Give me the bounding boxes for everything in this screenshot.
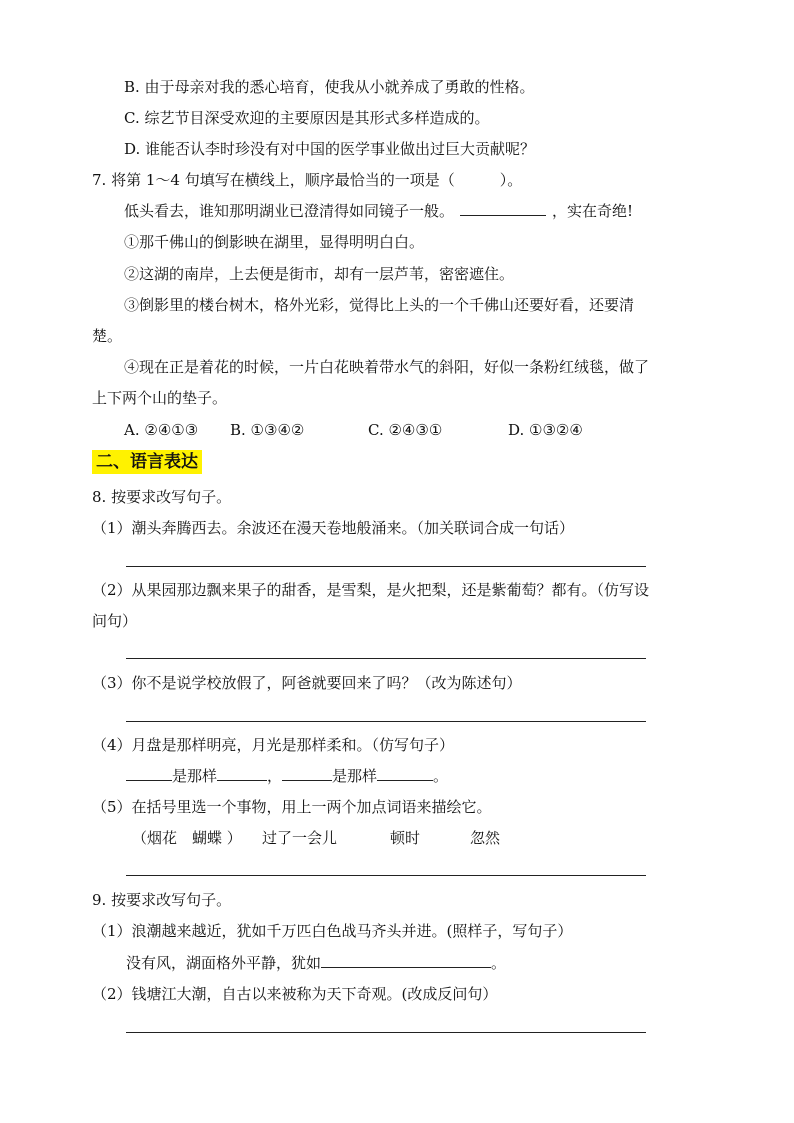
q8-part-3-answer-line[interactable] <box>126 721 646 722</box>
q8-part-4-comma: ， <box>267 767 283 785</box>
q7-option-b: B. ①③④② <box>230 421 305 439</box>
q8-part-4: （4）月盘是那样明亮，月光是那样柔和。（仿写句子） <box>92 736 455 754</box>
q7-passage-end: ，实在奇绝! <box>552 202 634 220</box>
q7-option-d: D. ①③②④ <box>508 421 583 439</box>
q7-sentence-3a: ③倒影里的楼台树木，格外光彩，觉得比上头的一个千佛山还要好看，还要清 <box>124 296 635 314</box>
q9-part-1-prompt: 没有风，湖面格外平静，犹如 <box>126 954 322 972</box>
q7-option-c: C. ②④③① <box>368 421 443 439</box>
q8-part-5-answer-line[interactable] <box>126 875 646 876</box>
q7-passage <box>124 201 633 221</box>
q7-option-a: A. ②④①③ <box>124 421 199 439</box>
q8-part-5-word-3: 忽然 <box>470 829 501 847</box>
q7-stem: 7. 将第 1～4 句填写在横线上，顺序最恰当的一项是（ ）。 <box>92 171 523 189</box>
q8-part-1-answer-line[interactable] <box>126 566 646 567</box>
q8-part-4-blank-3[interactable] <box>282 766 332 781</box>
q8-part-5-word-1: 过了一会儿 <box>262 829 338 847</box>
q6-option-d: D. 谁能否认李时珍没有对中国的医学事业做出过巨大贡献呢？ <box>124 140 536 158</box>
q8-part-2-answer-line[interactable] <box>126 658 646 659</box>
q8-stem: 8. 按要求改写句子。 <box>92 488 232 506</box>
section-heading: 二、语言表达 <box>92 450 202 474</box>
q8-part-4-word-1: 是那样 <box>172 767 218 785</box>
q8-part-4-word-2: 是那样 <box>332 767 378 785</box>
q9-part-1-blank[interactable] <box>321 953 491 968</box>
q9-part-2: （2）钱塘江大潮，自古以来被称为天下奇观。(改成反问句） <box>92 985 498 1003</box>
q9-stem: 9. 按要求改写句子。 <box>92 891 232 909</box>
q7-sentence-3b: 楚。 <box>92 327 123 345</box>
q7-sentence-4b: 上下两个山的垫子。 <box>92 389 228 407</box>
q8-part-3: （3）你不是说学校放假了，阿爸就要回来了吗？（改为陈述句） <box>92 674 522 692</box>
q8-part-4-blank-4[interactable] <box>377 766 433 781</box>
q7-sentence-4a: ④现在正是着花的时候，一片白花映着带水气的斜阳，好似一条粉红绒毯，做了 <box>124 358 650 376</box>
q7-sentence-2: ②这湖的南岸，上去便是街市，却有一层芦苇，密密遮住。 <box>124 265 515 283</box>
q9-part-2-answer-line[interactable] <box>126 1032 646 1033</box>
q8-part-2b: 问句） <box>92 612 138 630</box>
q9-part-1: （1）浪潮越来越近，犹如千万匹白色战马齐头并进。(照样子，写句子） <box>92 922 573 940</box>
q8-part-1: （1）潮头奔腾西去。余波还在漫天卷地般涌来。（加关联词合成一句话） <box>92 519 575 537</box>
q8-part-4-blank-1[interactable] <box>126 766 172 781</box>
q7-answer-blank[interactable] <box>460 201 546 216</box>
q8-part-5-items: （烟花 蝴蝶 ） <box>132 829 242 847</box>
q6-option-c: C. 综艺节目深受欢迎的主要原因是其形式多样造成的。 <box>124 109 490 127</box>
q7-passage-start: 低头看去，谁知那明湖业已澄清得如同镜子一般。 <box>124 202 455 220</box>
q8-part-2a: （2）从果园那边飘来果子的甜香，是雪梨，是火把梨，还是紫葡萄？都有。（仿写设 <box>92 581 650 599</box>
q8-part-4-end: 。 <box>433 767 449 785</box>
q9-part-1-end: 。 <box>491 954 507 972</box>
q7-sentence-1: ①那千佛山的倒影映在湖里，显得明明白白。 <box>124 233 425 251</box>
q8-part-5-word-2: 顿时 <box>390 829 421 847</box>
q8-part-4-blank-2[interactable] <box>217 766 267 781</box>
q9-part-1-fill <box>126 953 506 973</box>
q8-part-5: （5）在括号里选一个事物，用上一两个加点词语来描绘它。 <box>92 798 492 816</box>
q8-part-4-fill <box>126 766 448 786</box>
q6-option-b: B. 由于母亲对我的悉心培育，使我从小就养成了勇敢的性格。 <box>124 78 535 96</box>
